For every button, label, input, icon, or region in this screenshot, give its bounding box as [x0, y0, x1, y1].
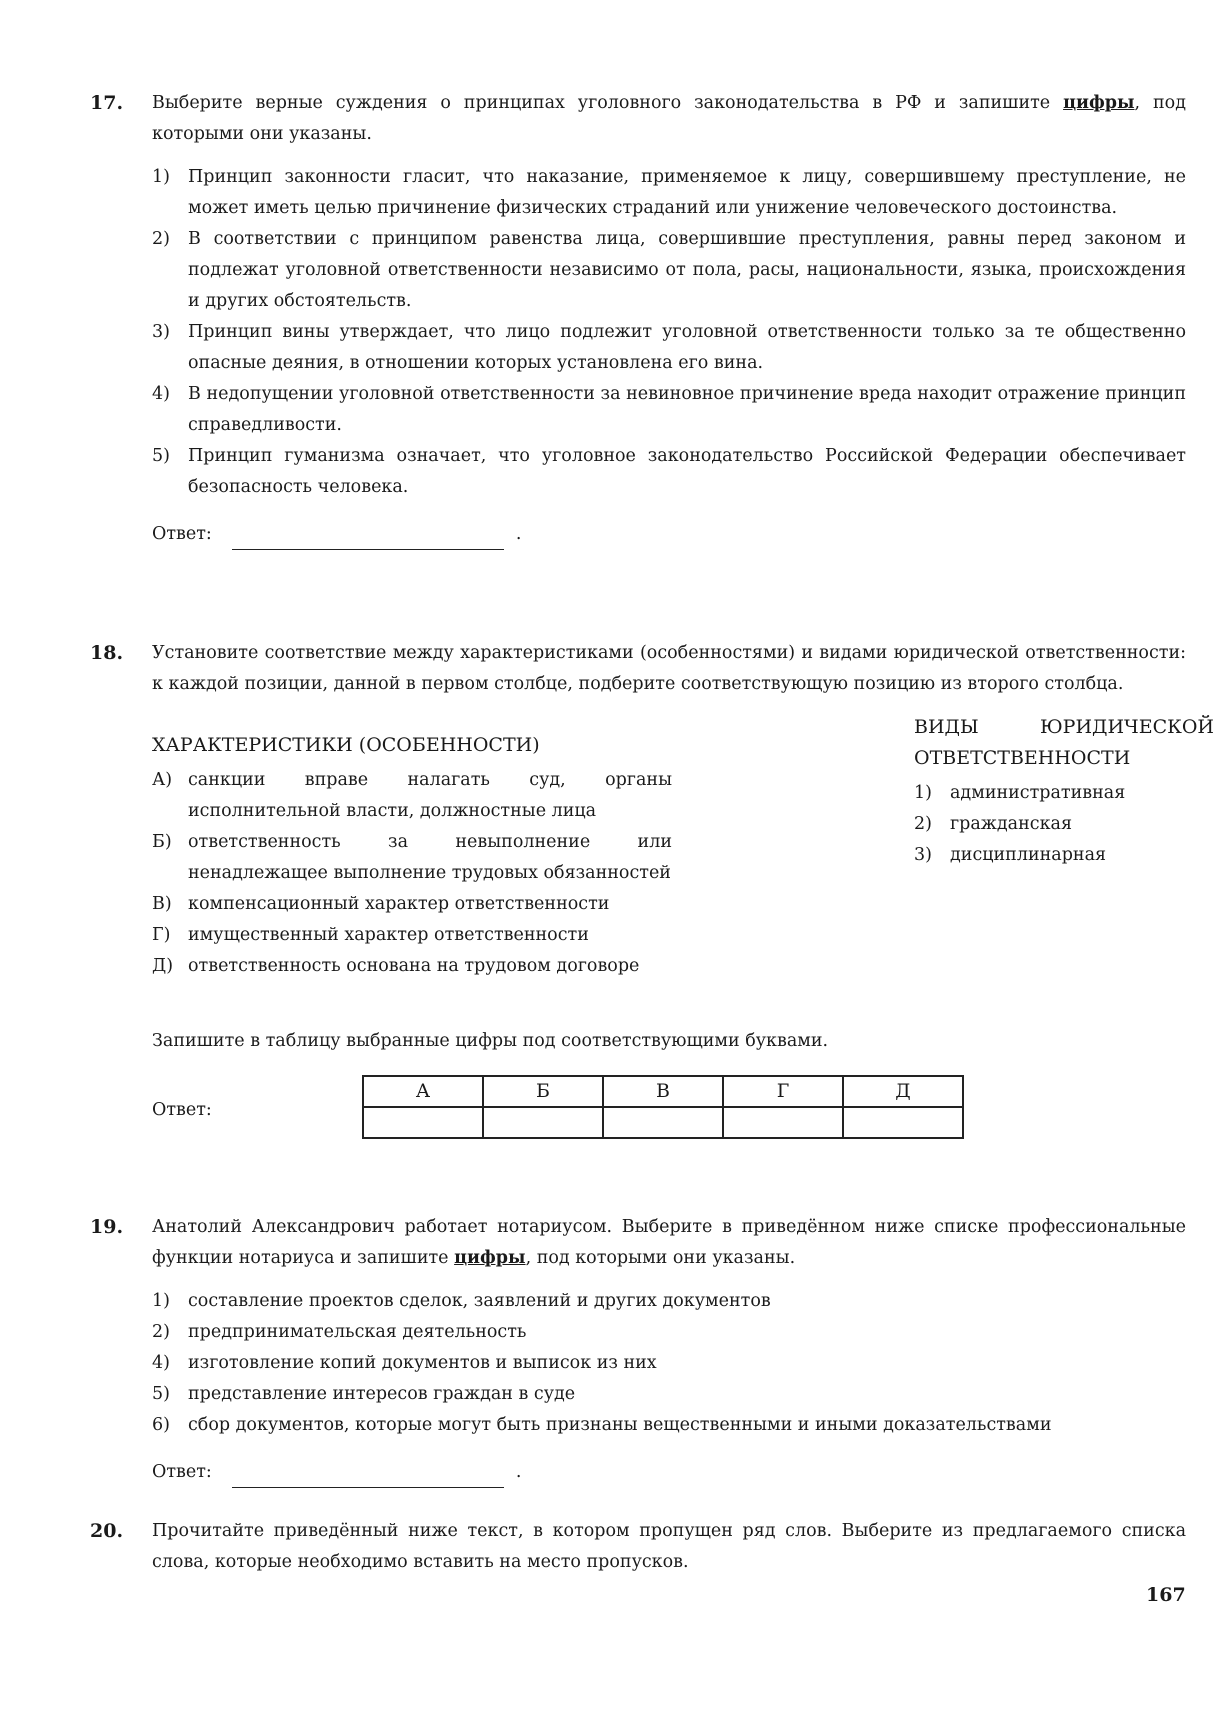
- characteristic-item: А) санкции вправе налагать суд, органы исполнительной власти, должностные лица: [152, 770, 672, 821]
- task-stem: Установите соответствие между характеристиками (особенностями) и видами юридической ответственности: к каждой позиции, данной в первом столбце, подберите соответствующую позицию из второго столбца.: [152, 643, 1186, 694]
- option-item: 1) Принцип законности гласит, что наказание, применяемое к лицу, совершившему преступление, не может иметь целью причинение физических страданий или унижение человеческого достоинства.: [152, 167, 1186, 218]
- answer-cell[interactable]: [843, 1107, 963, 1138]
- answer-row: Ответ: .: [152, 519, 1186, 550]
- task-stem: Прочитайте приведённый ниже текст, в котором пропущен ряд слов. Выберите из предлагаемого списка слова, которые необходимо вставить на место пропусков.: [152, 1521, 1186, 1572]
- task-number: 20.: [90, 1520, 124, 1542]
- answer-line[interactable]: [232, 1465, 504, 1488]
- emphasis-digits: цифры: [1063, 93, 1135, 113]
- characteristic-item: Д) ответственность основана на трудовом договоре: [152, 956, 640, 976]
- answer-label: Ответ:: [152, 1462, 212, 1482]
- column-header: ВИДЫ ЮРИДИЧЕСКОЙ ОТВЕТСТВЕННОСТИ: [914, 716, 1214, 769]
- task-stem: Выберите верные суждения о принципах уголовного законодательства в РФ и запишите цифры, под которыми они указаны.: [152, 93, 1186, 144]
- task-18: [90, 638, 1214, 1143]
- answer-table-header-cell: В: [603, 1076, 723, 1107]
- task-number: 19.: [90, 1216, 124, 1238]
- type-item: 3) дисциплинарная: [914, 845, 1107, 865]
- answer-table-header: [363, 1076, 963, 1107]
- option-item: 2) предпринимательская деятельность: [152, 1322, 527, 1342]
- option-item: 3) Принцип вины утверждает, что лицо подлежит уголовной ответственности только за те общественно опасные деяния, в отношении которых установлена его вина.: [152, 322, 1186, 373]
- option-item: 6) сбор документов, которые могут быть признаны вещественными и иными доказательствами: [152, 1415, 1052, 1435]
- task-19: [90, 1212, 1186, 1488]
- answer-table: [362, 1075, 964, 1139]
- answer-label: Ответ:: [152, 524, 212, 544]
- type-item: 2) гражданская: [914, 814, 1072, 834]
- answer-table-header-cell: Д: [843, 1076, 963, 1107]
- answer-table-header-cell: А: [363, 1076, 483, 1107]
- option-list: [152, 1286, 1186, 1441]
- option-list: [152, 162, 1186, 503]
- answer-table-input-row: [363, 1107, 963, 1138]
- type-item: 1) административная: [914, 783, 1126, 803]
- types-column: [914, 712, 1214, 871]
- option-item: 4) В недопущении уголовной ответственности за невиновное причинение вреда находит отражение принцип справедливости.: [152, 384, 1186, 435]
- option-item: 5) Принцип гуманизма означает, что уголовное законодательство Российской Федерации обеспечивает безопасность человека.: [152, 446, 1186, 497]
- task-number: 17.: [90, 92, 124, 114]
- answer-table-header-cell: Г: [723, 1076, 843, 1107]
- page-number: 167: [1146, 1584, 1186, 1606]
- answer-table-header-cell: Б: [483, 1076, 603, 1107]
- task-body: [152, 638, 1214, 1143]
- characteristic-item: Б) ответственность за невыполнение или ненадлежащее выполнение трудовых обязанностей: [152, 832, 672, 883]
- column-header: ХАРАКТЕРИСТИКИ (ОСОБЕННОСТИ): [152, 734, 540, 756]
- answer-cell[interactable]: [603, 1107, 723, 1138]
- option-item: 2) В соответствии с принципом равенства лица, совершившие преступления, равны перед законом и подлежат уголовной ответственности независимо от пола, расы, национальности, языка, происхождения и других обстоятельств.: [152, 229, 1186, 311]
- answer-label: Ответ:: [152, 1100, 212, 1120]
- answer-cell[interactable]: [363, 1107, 483, 1138]
- characteristic-item: Г) имущественный характер ответственности: [152, 925, 589, 945]
- answer-cell[interactable]: [723, 1107, 843, 1138]
- matching-columns: [152, 712, 1214, 1012]
- answer-cell[interactable]: [483, 1107, 603, 1138]
- characteristic-item: В) компенсационный характер ответственности: [152, 894, 610, 914]
- answer-row: Ответ: .: [152, 1457, 1186, 1488]
- task-body: [152, 1212, 1186, 1488]
- characteristics-list: [152, 765, 672, 982]
- task-20: [90, 1516, 1186, 1578]
- task-number: 18.: [90, 642, 124, 664]
- emphasis-digits: цифры: [454, 1248, 526, 1268]
- option-item: 1) составление проектов сделок, заявлений и других документов: [152, 1291, 771, 1311]
- option-item: 5) представление интересов граждан в суде: [152, 1384, 576, 1404]
- task-body: [152, 88, 1186, 550]
- task-body: [152, 1516, 1186, 1578]
- characteristics-column: [152, 712, 672, 982]
- answer-line[interactable]: [232, 527, 504, 550]
- option-item: 4) изготовление копий документов и выписок из них: [152, 1353, 657, 1373]
- types-list: [914, 778, 1214, 871]
- task-stem: Анатолий Александрович работает нотариусом. Выберите в приведённом ниже списке профессиональные функции нотариуса и запишите цифры, под которыми они указаны.: [152, 1217, 1186, 1268]
- task-17: [90, 88, 1186, 550]
- table-instruction: Запишите в таблицу выбранные цифры под соответствующими буквами.: [152, 1031, 829, 1051]
- answer-table-row: [152, 1075, 1186, 1143]
